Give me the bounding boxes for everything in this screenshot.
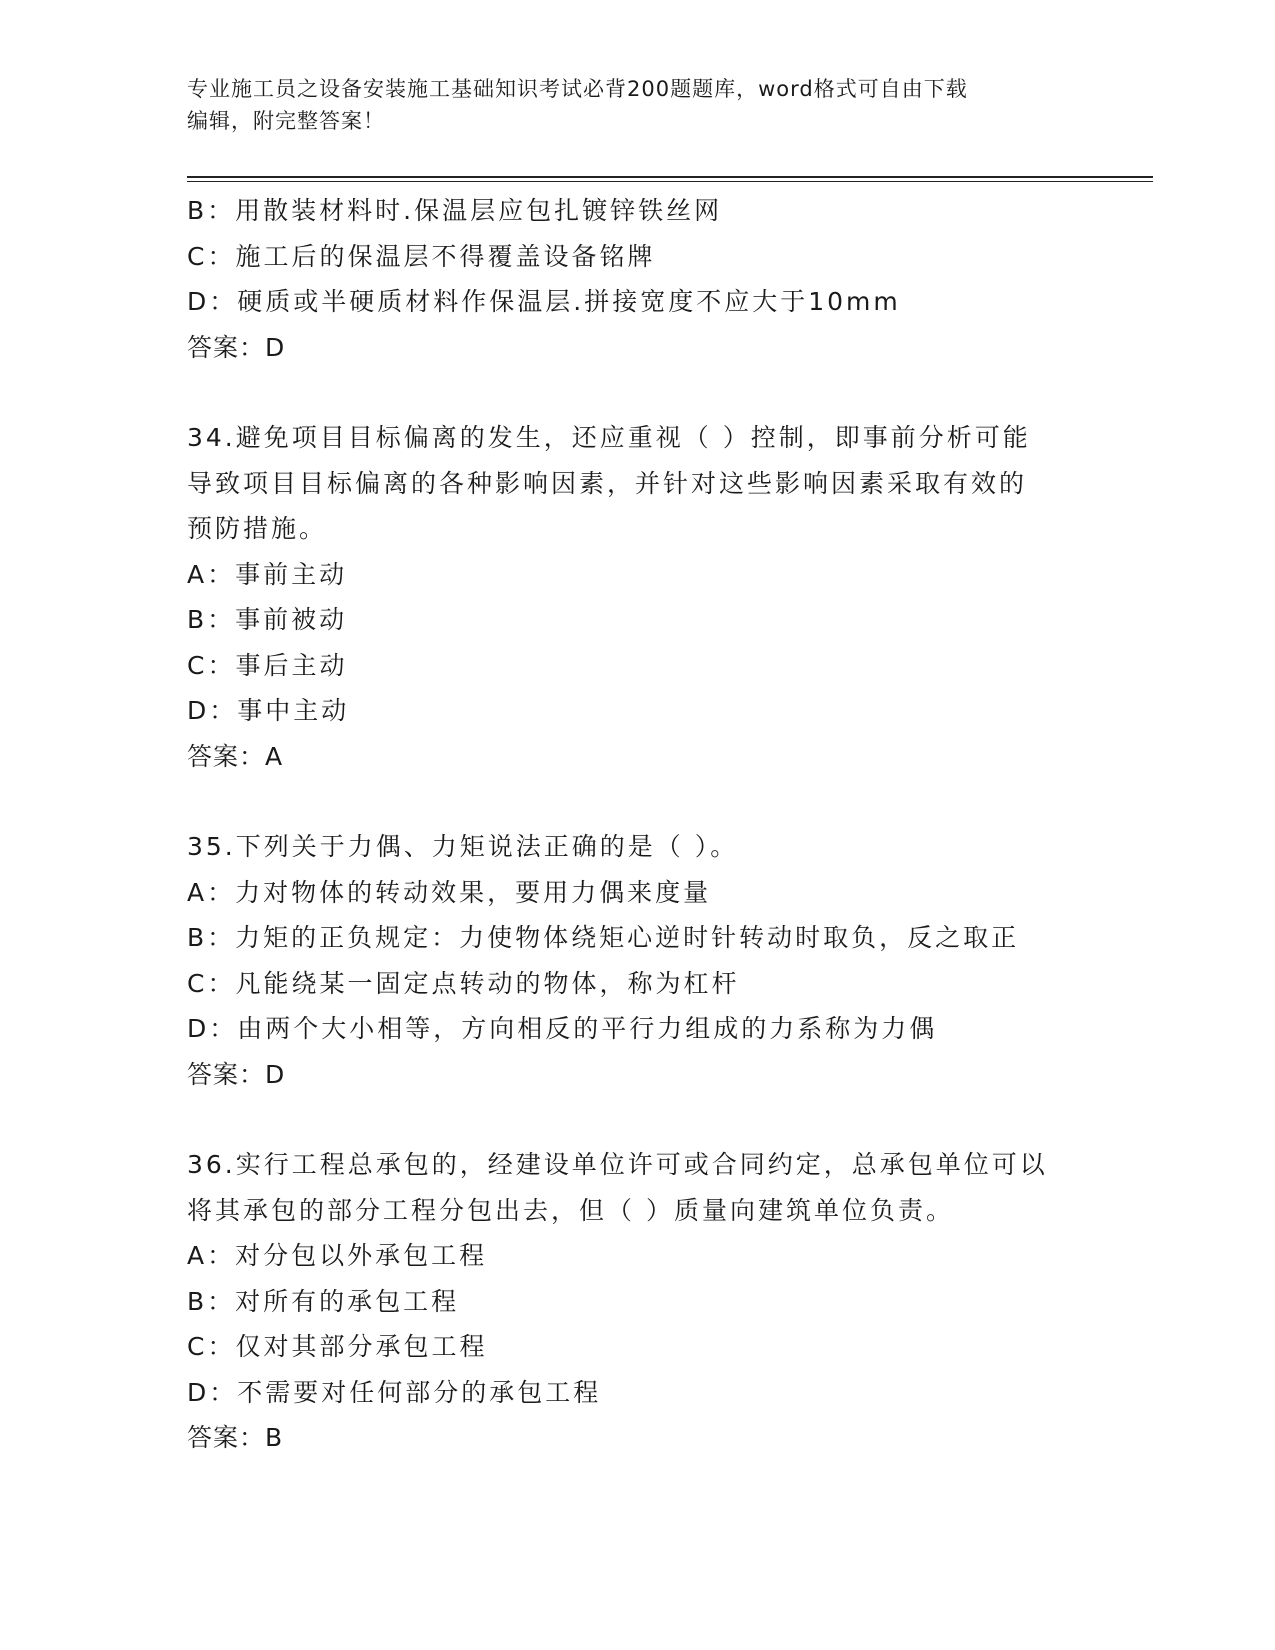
- question-text-line: 将其承包的部分工程分包出去，但（ ）质量向建筑单位负责。: [187, 1195, 954, 1225]
- option-c: C：仅对其部分承包工程: [187, 1332, 488, 1361]
- answer-line: 答案：D: [187, 332, 286, 362]
- header-title-line1: 专业施工员之设备安装施工基础知识考试必背200题题库，word格式可自由下载: [187, 77, 968, 101]
- option-b: B：力矩的正负规定：力使物体绕矩心逆时针转动时取负，反之取正: [187, 923, 1020, 952]
- option-d: D：事中主动: [187, 696, 350, 725]
- question-text-line: 预防措施。: [187, 514, 328, 543]
- question-33-continued: [187, 188, 1153, 370]
- question-text-line: 36.实行工程总承包的，经建设单位许可或合同约定，总承包单位可以: [187, 1150, 1048, 1179]
- header-divider-thick: [187, 176, 1153, 178]
- answer-line: 答案：B: [187, 1423, 284, 1452]
- question-35: [187, 824, 1153, 1097]
- option-a: A：事前主动: [187, 559, 348, 589]
- question-36: [187, 1142, 1153, 1461]
- document-header: [187, 73, 1087, 137]
- option-d: D：不需要对任何部分的承包工程: [187, 1377, 602, 1407]
- option-a: A：力对物体的转动效果，要用力偶来度量: [187, 877, 712, 907]
- question-text-line: 35.下列关于力偶、力矩说法正确的是（ ）。: [187, 832, 739, 861]
- option-b: B：对所有的承包工程: [187, 1286, 460, 1316]
- answer-line: 答案：D: [187, 1059, 286, 1089]
- header-divider-thin: [187, 181, 1153, 182]
- option-b: B：事前被动: [187, 605, 348, 634]
- question-34: [187, 415, 1153, 779]
- option-d: D：由两个大小相等，方向相反的平行力组成的力系称为力偶: [187, 1014, 938, 1043]
- option-c: C：事后主动: [187, 650, 348, 680]
- option-a: A：对分包以外承包工程: [187, 1241, 488, 1270]
- option-c: C：施工后的保温层不得覆盖设备铭牌: [187, 241, 656, 271]
- question-content: [187, 188, 1153, 1461]
- answer-line: 答案：A: [187, 741, 284, 771]
- option-b: B：用散装材料时.保温层应包扎镀锌铁丝网: [187, 196, 723, 225]
- question-text-line: 34.避免项目目标偏离的发生，还应重视（ ）控制，即事前分析可能: [187, 423, 1031, 452]
- option-c: C：凡能绕某一固定点转动的物体，称为杠杆: [187, 968, 740, 998]
- option-d: D：硬质或半硬质材料作保温层.拼接宽度不应大于10mm: [187, 287, 901, 316]
- question-text-line: 导致项目目标偏离的各种影响因素，并针对这些影响因素采取有效的: [187, 468, 1028, 498]
- header-title-line2: 编辑，附完整答案！: [187, 109, 385, 133]
